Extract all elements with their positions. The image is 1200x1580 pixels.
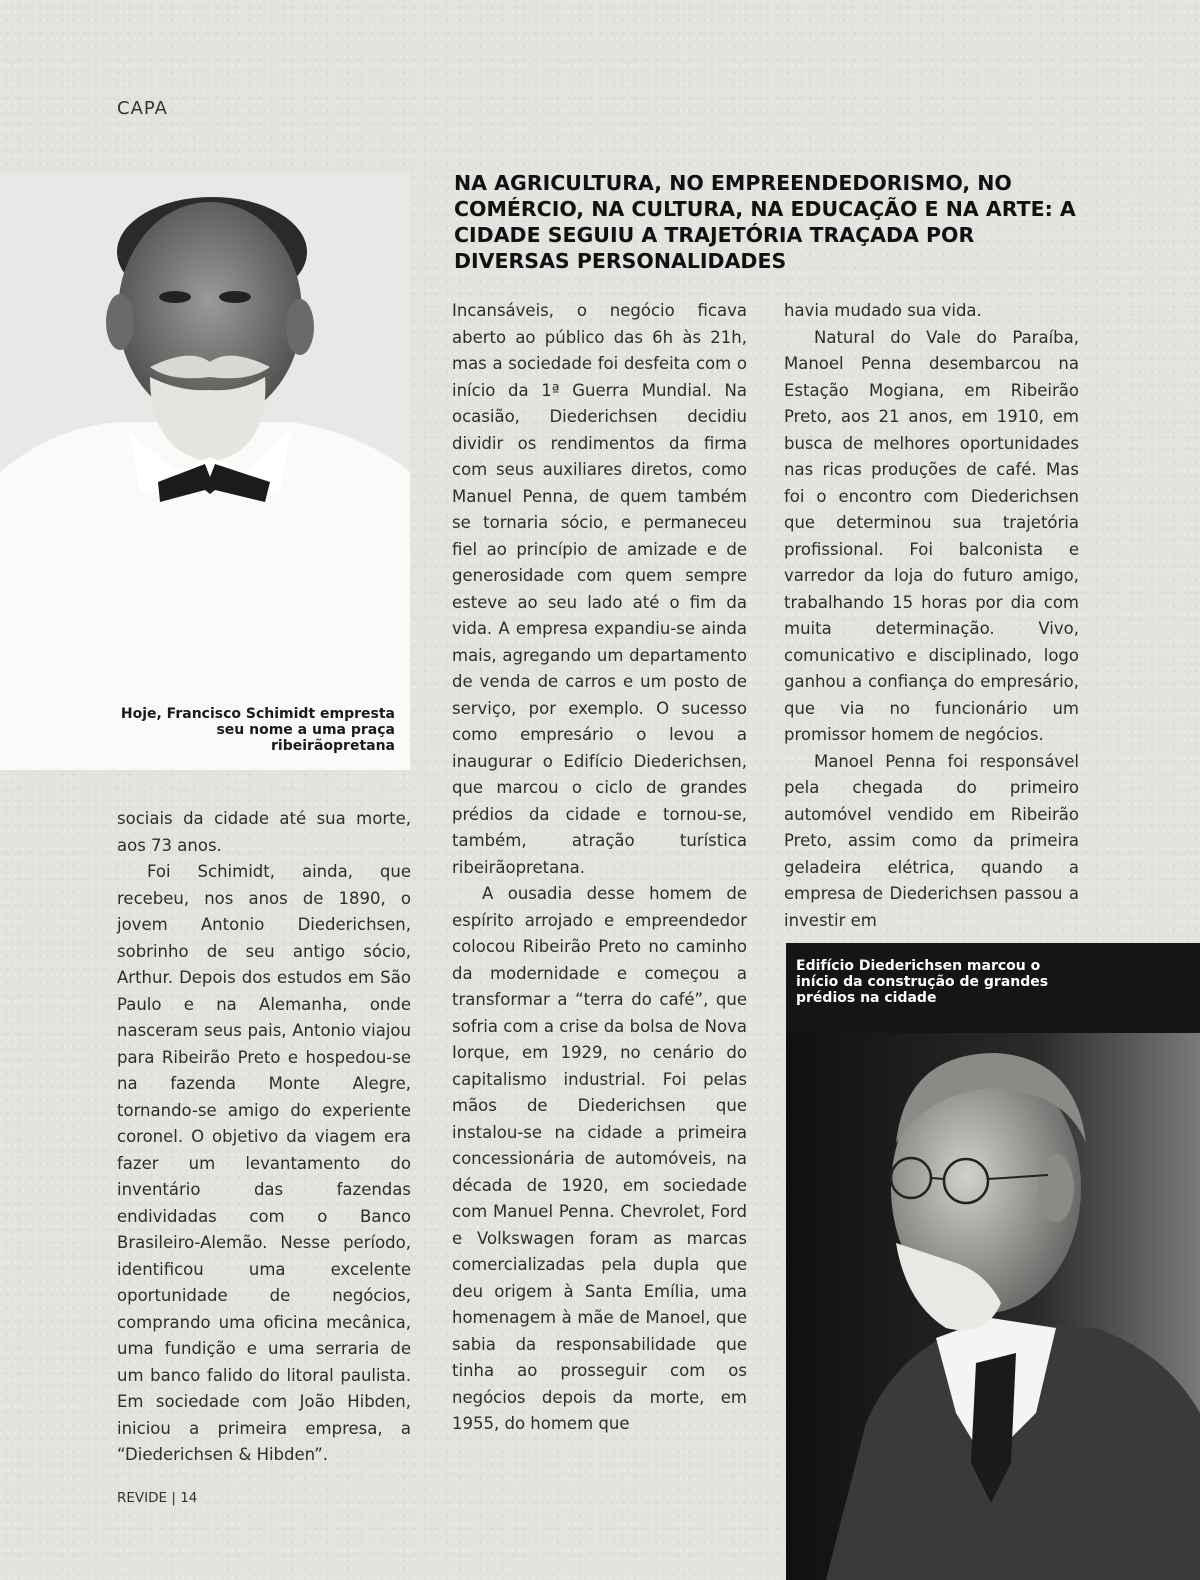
paragraph: Foi Schimidt, ainda, que recebeu, nos anos de 1890, o jovem Antonio Diederichsen, sobrinho de seu antigo sócio, Arthur. Depois dos estudos em São Paulo e na Alemanha, onde nasceram seus pais, Antonio viajou para Ribeirão Preto e hospedou-se na fazenda Monte Alegre, tornando-se amigo do experiente coronel. O objetivo da viagem era fazer um levantamento do inventário das fazendas endividadas com o Banco Brasileiro-Alemão. Nesse período, identificou uma excelente oportunidade de negócios, comprando uma oficina mecânica, uma fundição e uma serraria de um banco falido do litoral paulista. Em sociedade com João Hibden, iniciou a primeira empresa, a “Diederichsen & Hibden”. bbox=[117, 862, 411, 1464]
magazine-name: REVIDE bbox=[117, 1490, 168, 1506]
portrait-illustration bbox=[0, 172, 410, 770]
paragraph: Incansáveis, o negócio ficava aberto ao público das 6h às 21h, mas a sociedade foi desfeita com o início da 1ª Guerra Mundial. Na ocasião, Diederichsen decidiu dividir os rendimentos da firma com seus auxiliares diretos, como Manuel Penna, de quem também se tornaria sócio, e permaneceu fiel ao princípio de amizade e de generosidade com quem sempre esteve ao seu lado até o fim da vida. A empresa expandiu-se ainda mais, agregando um departamento de venda de carros e um posto de serviço, por exemplo. O sucesso como empresário o levou a inaugurar o Edifício Diederichsen, que marcou o ciclo de grandes prédios da cidade e tornou-se, também, atração turística ribeirãopretana. bbox=[452, 301, 747, 877]
page-footer bbox=[117, 1490, 197, 1506]
paragraph: sociais da cidade até sua morte, aos 73 anos. bbox=[117, 809, 411, 855]
article-column-1 bbox=[117, 806, 411, 1469]
article-column-2 bbox=[452, 298, 747, 1438]
footer-separator: | bbox=[171, 1490, 176, 1506]
paragraph: Natural do Vale do Paraíba, Manoel Penna desembarcou na Estação Mogiana, em Ribeirão Preto, aos 21 anos, em 1910, em busca de melhores oportunidades nas ricas produções de café. Mas foi o encontro com Diederichsen que determinou sua trajetória profissional. Foi balconista e varredor da loja do futuro amigo, trabalhando 15 horas por dia com muita determinação. Vivo, comunicativo e disciplinado, logo ganhou a confiança do empresário, que via no funcionário um promissor homem de negócios. bbox=[784, 327, 1079, 744]
paragraph: havia mudado sua vida. bbox=[784, 301, 982, 320]
article-column-3 bbox=[784, 298, 1079, 934]
paragraph: Manoel Penna foi responsável pela chegada do primeiro automóvel vendido em Ribeirão Preto, assim como da primeira geladeira elétrica, quando a empresa de Diederichsen passou a investir em bbox=[784, 751, 1079, 930]
section-label: CAPA bbox=[117, 98, 168, 119]
portrait-illustration bbox=[786, 943, 1200, 1580]
page-number: 14 bbox=[180, 1490, 198, 1506]
photo-francisco-schimidt bbox=[0, 172, 410, 770]
photo-bottom-caption: Edifício Diederichsen marcou o início da construção de grandes prédios na cidade bbox=[796, 958, 1049, 1006]
photo-top-caption: Hoje, Francisco Schimidt empresta seu nome a uma praça ribeirãopretana bbox=[120, 706, 395, 754]
photo-antonio-diederichsen bbox=[786, 943, 1200, 1580]
paragraph: A ousadia desse homem de espírito arrojado e empreendedor colocou Ribeirão Preto no caminho da modernidade e começou a transformar a “terra do café”, que sofria com a crise da bolsa de Nova Iorque, em 1929, no cenário do capitalismo industrial. Foi pelas mãos de Diederichsen que instalou-se na cidade a primeira concessionária de automóveis, na década de 1920, em sociedade com Manuel Penna. Chevrolet, Ford e Volkswagen foram as marcas comercializadas pela dupla que deu origem à Santa Emília, uma homenagem à mãe de Manoel, que sabia da responsabilidade que tinha ao prosseguir com os negócios depois da morte, em 1955, do homem que bbox=[452, 884, 747, 1433]
headline: NA AGRICULTURA, NO EMPREENDEDORISMO, NO COMÉRCIO, NA CULTURA, NA EDUCAÇÃO E NA ARTE: A CIDADE SEGUIU A TRAJETÓRIA TRAÇADA POR DIVERSAS PERSONALIDADES bbox=[454, 171, 1076, 273]
